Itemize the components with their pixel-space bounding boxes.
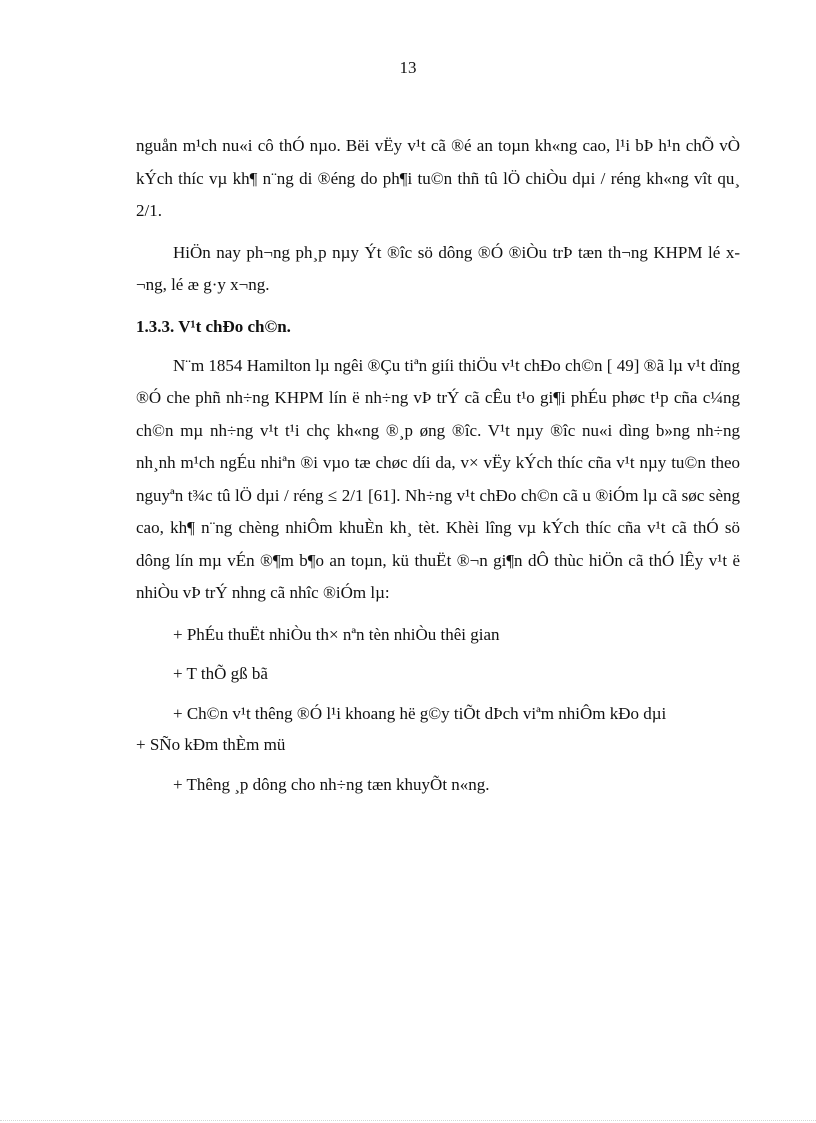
section-heading: 1.3.3. V¹t chÐo ch©n. bbox=[136, 316, 291, 336]
bullet-item-1: + PhÉu thuËt nhiÒu th× nªn tèn nhiÒu thêi gian bbox=[173, 624, 500, 644]
bullet-item-3: + Ch©n v¹t thêng ®Ó l¹i khoang hë g©y tiÕt dÞch viªm nhiÔm kÐo dµi bbox=[173, 703, 667, 723]
bullet-item-5: + Thêng ¸p dông cho nh÷ng tæn khuyÕt n«ng. bbox=[173, 774, 490, 794]
page-bottom-divider bbox=[0, 1120, 816, 1121]
bullet-item-2: + T thÕ gß bã bbox=[173, 664, 268, 683]
page-number: 13 bbox=[399, 58, 417, 77]
paragraph-cross-leg-flap: N¨m 1854 Hamilton lµ ngêi ®Çu tiªn giíi thiÖu v¹t chÐo ch©n [ 49] ®ã lµ v¹t dïng ®Ó che phñ nh÷ng KHPM lín ë nh÷ng vÞ trÝ cã cÊu t¹o gi¶i phÉu phøc t¹p cña c¼ng ch©n mµ nh÷ng v¹t t¹i chç kh«ng ®¸p øng ®îc. V¹t nµy ®îc nu«i dìng b»ng nh÷ng nh¸nh m¹ch ngÉu nhiªn ®i vµo tæ chøc díi da, v× vËy kÝch thíc cña v¹t nµy tu©n theo nguyªn t¾c tû lÖ dµi / réng ≤ 2/1 [61]. Nh÷ng v¹t chÐo ch©n cã u ®iÓm lµ cã søc sèng cao, kh¶ n¨ng chèng nhiÔm khuÈn kh¸ tèt. Khèi lîng vµ kÝch thíc cña v¹t cã thÓ sö dông lín mµ vÉn ®¶m b¶o an toµn, kü thuËt ®¬n gi¶n dÔ thùc hiÖn cã thÓ lÊy v¹t ë nhiÒu vÞ trÝ nhng cã nhîc ®iÓm lµ: bbox=[136, 355, 740, 602]
paragraph-continuation: nguån m¹ch nu«i cô thÓ nµo. Bëi vËy v¹t cã ®é an toµn kh«ng cao, l¹i bÞ h¹n chÕ vÒ kÝch thíc vµ kh¶ n¨ng di ®éng do ph¶i tu©n thñ tû lÖ chiÒu dµi / réng kh«ng vît qu¸ 2/1. bbox=[136, 136, 740, 220]
document-body bbox=[136, 130, 740, 808]
bullet-item-4: + SÑo kÐm thÈm mü bbox=[136, 735, 286, 754]
paragraph-current-method: HiÖn nay ph¬ng ph¸p nµy Ýt ®îc sö dông ®Ó ®iÒu trÞ tæn th¬ng KHPM lé x¬ng, lé æ g·y x¬ng. bbox=[136, 242, 740, 294]
